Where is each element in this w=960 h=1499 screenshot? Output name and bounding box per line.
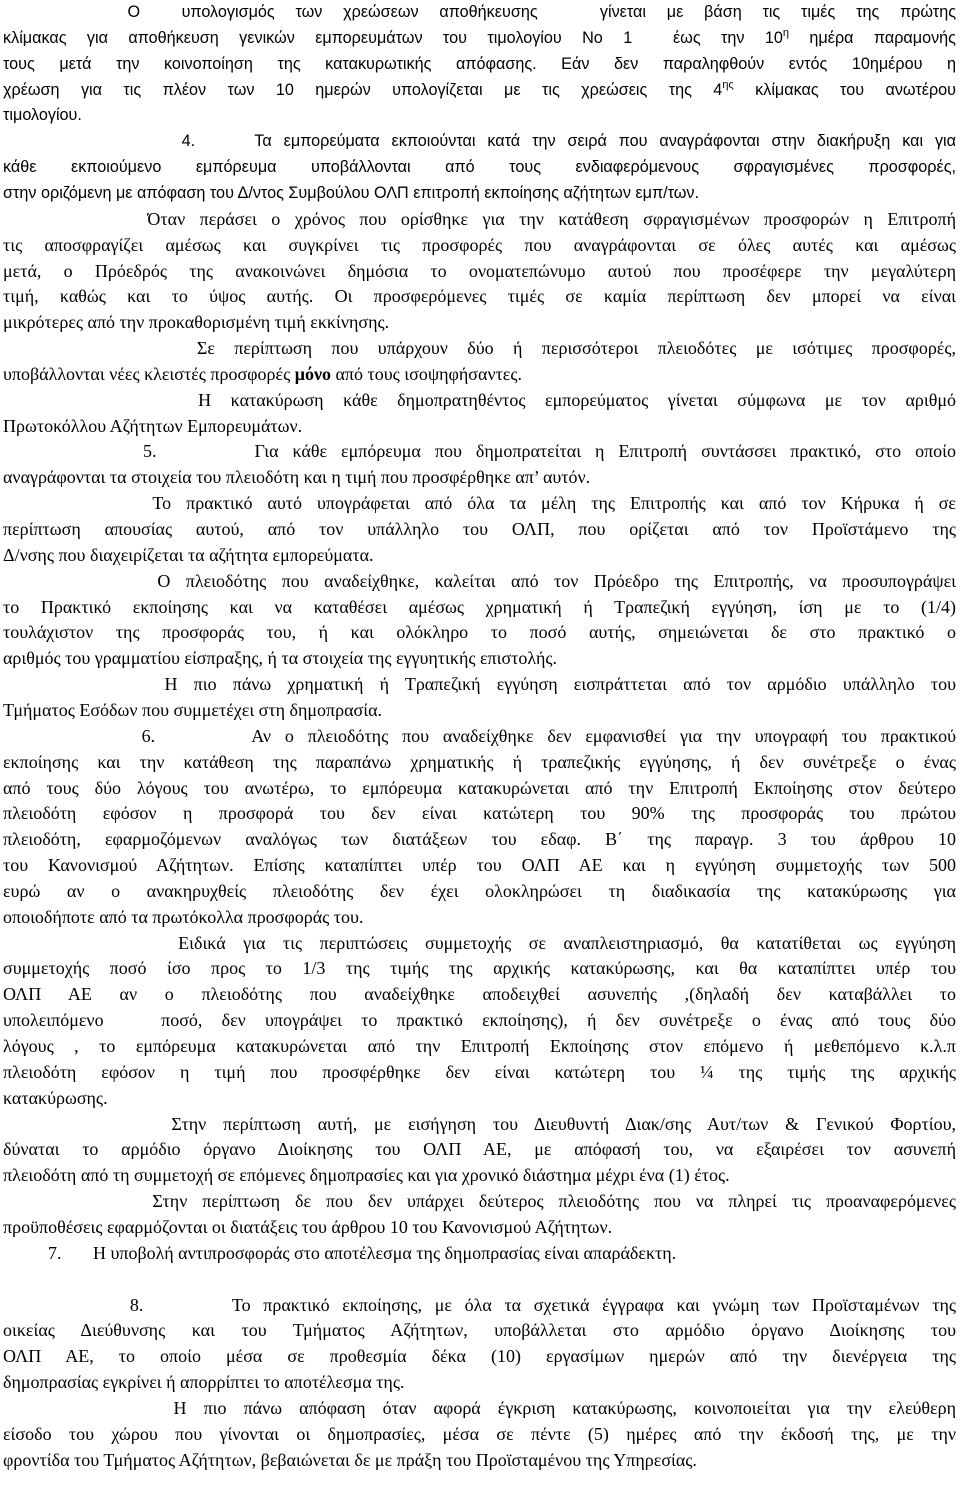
- line-text: στην οριζόμενη με απόφαση του Δ/ντος Συμβούλου ΟΛΠ επιτροπή εκποίησης αζήτητων εμπ/των.: [3, 183, 700, 202]
- text-line: [3, 1241, 956, 1265]
- text-line: [3, 827, 956, 851]
- text-line: [3, 905, 956, 929]
- line-text-continued: από τους ισοψηφήσαντες.: [330, 363, 522, 384]
- line-text: μικρότερες από την προκαθορισμένη τιμή εκκίνησης.: [3, 312, 390, 333]
- text-line: [3, 388, 956, 412]
- text-line: [3, 1396, 956, 1420]
- line-text: 8. Το πρακτικό εκποίησης, με όλα τα σχετικά έγγραφα και γνώμη των Προϊσταμένων της: [3, 1294, 956, 1315]
- line-text: το Πρακτικό εκποίησης και να καταθέσει αμέσως χρηματική ή Τραπεζική εγγύηση, ίση με το (1/4): [3, 596, 956, 617]
- text-line: [3, 336, 956, 360]
- line-text: οικείας Διεύθυνσης και του Τμήματος Αζήτητων, υποβάλλεται στο αρμόδιο όργανο Διοίκησης του: [3, 1320, 956, 1341]
- text-line: [3, 465, 956, 489]
- line-text: 6. Αν ο πλειοδότης που αναδείχθηκε δεν εμφανισθεί για την υπογραφή του πρακτικού: [3, 725, 956, 746]
- line-text: πλειοδότη από τη συμμετοχή σε επόμενες δημοπρασίες και για χρονικό διάστημα μέχρι ένα (1) έτος.: [3, 1165, 730, 1186]
- text-line: [3, 1060, 956, 1084]
- text-line: [3, 1267, 956, 1291]
- line-text: φροντίδα του Τμήματος Αζήτητων, βεβαιώνεται δε με πράξη του Προϊσταμένου της Υπηρεσίας.: [3, 1449, 697, 1470]
- text-line: [3, 362, 956, 386]
- text-line: [3, 646, 956, 670]
- line-text: Τμήματος Εσόδων που συμμετέχει στη δημοπρασία.: [3, 699, 383, 720]
- line-text: προϋποθέσεις εφαρμόζονται οι διατάξεις του άρθρου 10 του Κανονισμού Αζήτητων.: [3, 1216, 613, 1237]
- line-text: Ο υπολογισμός των χρεώσεων αποθήκευσης γίνεται με βάση τις τιμές της πρώτης: [3, 3, 956, 21]
- text-line: [3, 982, 956, 1006]
- line-text: κλίμακας για αποθήκευση γενικών εμπορευμάτων του τιμολογίου Νο 1 έως την 10: [3, 28, 783, 47]
- line-text: Ο πλειοδότης που αναδείχθηκε, καλείται από τον Πρόεδρο της Επιτροπής, να προσυπογράψει: [3, 570, 956, 591]
- line-text: τιμολογίου.: [3, 106, 82, 125]
- text-line: [3, 1344, 956, 1368]
- text-line: [3, 724, 956, 748]
- line-text: Στην περίπτωση δε που δεν υπάρχει δεύτερος πλειοδότης που να πληρεί τις προαναφερόμενες: [3, 1191, 956, 1212]
- text-line: [3, 233, 956, 257]
- line-text: δημοπρασίας εγκρίνει ή απορρίπτει το αποτέλεσμα της.: [3, 1372, 405, 1393]
- line-text: οποιοδήποτε από τα πρωτόκολλα προσφοράς του.: [3, 906, 364, 927]
- line-text: Πρωτοκόλλου Αζήτητων Εμπορευμάτων.: [3, 415, 303, 436]
- text-line: [3, 1008, 956, 1032]
- line-text: υπολειπόμενο ποσό, δεν υπογράψει το πρακτικό εκποίησης), ή δεν συνέτρεξε ο ένας από τους δύο: [3, 1010, 956, 1031]
- line-text-continued: ημέρα παραμονής: [789, 28, 956, 47]
- line-text: Η κατακύρωση κάθε δημοπρατηθέντος εμπορεύματος γίνεται σύμφωνα με τον αριθμό: [3, 389, 956, 410]
- text-line: [3, 103, 956, 127]
- text-line: [3, 1422, 956, 1446]
- text-line: [3, 595, 956, 619]
- line-text: συμμετοχής ποσό ίσο προς το 1/3 της τιμής της αρχικής κατακύρωσης, και θα καταπίπτει υπέρ του: [3, 958, 956, 979]
- text-line: [3, 1215, 956, 1239]
- text-line: [3, 439, 956, 463]
- text-line: [3, 1318, 956, 1342]
- text-line: [3, 0, 956, 24]
- line-text: αναγράφονται τα στοιχεία του πλειοδότη και η τιμή που προσφέρθηκε απ’ αυτόν.: [3, 467, 591, 488]
- text-line: [3, 956, 956, 980]
- text-line: [3, 517, 956, 541]
- text-line: [3, 698, 956, 722]
- line-text: είσοδο του χώρου που γίνονται οι δημοπρασίες, μέσα σε πέντε (5) ημέρες από την έκδοσή της, με την: [3, 1423, 956, 1444]
- text-line: [3, 155, 956, 179]
- text-line: [3, 569, 956, 593]
- line-text: Η πιο πάνω απόφαση όταν αφορά έγκριση κατακύρωσης, κοινοποιείται για την ελεύθερη: [3, 1397, 956, 1418]
- superscript: η: [782, 26, 790, 39]
- superscript: ης: [722, 78, 734, 91]
- text-line: [3, 1293, 956, 1317]
- line-text: Η πιο πάνω χρηματική ή Τραπεζική εγγύηση εισπράττεται από τον αρμόδιο υπάλληλο του: [3, 674, 956, 695]
- text-line: [3, 750, 956, 774]
- line-text: λόγους , το εμπόρευμα κατακυρώνεται από την Επιτροπή Εκποίησης στον επόμενο ή μεθεπόμενο κ.λ.π: [3, 1036, 956, 1056]
- text-line: [3, 1163, 956, 1187]
- line-text: Όταν περάσει ο χρόνος που ορίσθηκε για την κατάθεση σφραγισμένων προσφορών η Επιτροπή: [3, 208, 956, 229]
- line-text: υποβάλλονται νέες κλειστές προσφορές: [3, 363, 295, 384]
- text-line: [3, 207, 956, 231]
- text-line: [3, 879, 956, 903]
- line-text: του Κανονισμού Αζήτητων. Επίσης καταπίπτει υπέρ του ΟΛΠ ΑΕ και η εγγύηση συμμετοχής των 500: [3, 855, 956, 876]
- line-text: μετά, ο Πρόεδρός της ανακοινώνει δημόσια το ονοματεπώνυμο αυτού που προσέφερε την μεγαλύτερη: [3, 260, 956, 281]
- line-text: 4. Τα εμπορεύματα εκποιούνται κατά την σειρά που αναγράφονται στην διακήρυξη και για: [3, 132, 956, 151]
- text-line: [3, 52, 956, 76]
- line-text: 7. Η υποβολή αντιπροσφοράς στο αποτέλεσμα της δημοπρασίας είναι απαράδεκτη.: [3, 1242, 677, 1263]
- text-line: [3, 776, 956, 800]
- text-line: [3, 181, 956, 205]
- line-text: αριθμός του γραμματίου είσπραξης, ή τα στοιχεία της εγγυητικής επιστολής.: [3, 648, 558, 669]
- text-line: [3, 1448, 956, 1472]
- line-text: πλειοδότη, εφαρμοζόμενων αναλόγως των διατάξεων του εδαφ. Β΄ της παραγρ. 3 του άρθρου 10: [3, 829, 956, 850]
- line-text: Το πρακτικό αυτό υπογράφεται από όλα τα μέλη της Επιτροπής και από τον Κήρυκα ή σε: [3, 493, 956, 514]
- text-line: [3, 801, 956, 825]
- line-text: πλειοδότη εφόσον η προσφορά του δεν είναι κατώτερη του 90% της προσφοράς του πρώτου: [3, 803, 956, 824]
- line-text: ΟΛΠ ΑΕ αν ο πλειοδότης που αναδείχθηκε αποδειχθεί ασυνεπής ,(δηλαδή δεν καταβάλλει το: [3, 984, 956, 1005]
- line-text: Σε περίπτωση που υπάρχουν δύο ή περισσότεροι πλειοδότες με ισότιμες προσφορές,: [3, 338, 956, 359]
- text-line: [3, 1112, 956, 1136]
- text-line: [3, 310, 956, 334]
- line-text: ευρώ αν ο ανακηρυχθείς πλειοδότης δεν έχει ολοκληρώσει τη διαδικασία της κατακύρωσης για: [3, 880, 956, 901]
- text-line: [3, 78, 956, 102]
- text-line: [3, 129, 956, 153]
- line-text: χρέωση για τις πλέον των 10 ημερών υπολογίζεται με τις χρεώσεις της 4: [3, 80, 723, 99]
- line-text: Στην περίπτωση αυτή, με εισήγηση του Διευθυντή Διακ/σης Αυτ/των & Γενικού Φορτίου,: [3, 1113, 956, 1134]
- line-text: ΟΛΠ ΑΕ, το οποίο μέσα σε προθεσμία δέκα (10) εργασίμων ημερών από την διενέργεια της: [3, 1346, 956, 1367]
- line-text: πλειοδότη εφόσον η τιμή που προσφέρθηκε δεν είναι κατώτερη του ¼ της τιμής της αρχικής: [3, 1061, 956, 1082]
- text-line: [3, 491, 956, 515]
- line-text: τους μετά την κοινοποίηση της κατακυρωτικής απόφασης. Εάν δεν παραληφθούν εντός 10ημέρου η: [3, 54, 956, 73]
- line-text: τιμή, καθώς και το ύψος αυτής. Οι προσφερόμενες τιμές σε καμία περίπτωση δεν μπορεί να είναι: [3, 286, 956, 307]
- line-text: τουλάχιστον της προσφοράς του, ή και ολόκληρο το ποσό αυτής, σημειώνεται δε στο πρακτικό ο: [3, 622, 956, 643]
- text-line: [3, 931, 956, 955]
- text-line: [3, 1137, 956, 1161]
- bold-word: μόνο: [294, 363, 331, 384]
- line-text: Ειδικά για τις περιπτώσεις συμμετοχής σε αναπλειστηριασμό, θα κατατίθεται ως εγγύηση: [3, 932, 956, 953]
- text-line: [3, 853, 956, 877]
- text-line: [3, 1086, 956, 1110]
- text-line: [3, 620, 956, 644]
- text-line: [3, 672, 956, 696]
- line-text: περίπτωση απουσίας αυτού, από τον υπάλληλο του ΟΛΠ, που ορίζεται από τον Προϊστάμενο της: [3, 519, 956, 539]
- text-line: [3, 284, 956, 308]
- line-text: 5. Για κάθε εμπόρευμα που δημοπρατείται η Επιτροπή συντάσσει πρακτικό, στο οποίο: [3, 441, 956, 462]
- line-text: Δ/νσης που διαχειρίζεται τα αζήτητα εμπορεύματα.: [3, 544, 374, 565]
- line-text: δύναται το αρμόδιο όργανο Διοίκησης του ΟΛΠ ΑΕ, με απόφασή του, να εξαιρέσει τον ασυνεπή: [3, 1139, 956, 1160]
- text-line: [3, 1189, 956, 1213]
- line-text-continued: κλίμακας του ανωτέρου: [733, 80, 957, 99]
- text-line: [3, 1034, 956, 1058]
- line-text: κάθε εκποιούμενο εμπόρευμα υποβάλλονται από τους ενδιαφερόμενους σφραγισμένες προσφορές,: [3, 158, 956, 177]
- line-text: εκποίησης και την κατάθεση της παραπάνω χρηματικής ή τραπεζικής εγγύησης, ή δεν συνέτρεξε ο ένας: [3, 751, 956, 772]
- text-line: [3, 543, 956, 567]
- line-text: από τους δύο λόγους του ανωτέρω, το εμπόρευμα κατακυρώνεται από την Επιτροπή Εκποίησης στον δεύτερο: [3, 777, 956, 798]
- text-line: [3, 414, 956, 438]
- text-line: [3, 259, 956, 283]
- text-line: [3, 1370, 956, 1394]
- line-text: κατακύρωσης.: [3, 1087, 108, 1108]
- line-text: τις αποσφραγίζει αμέσως και συγκρίνει τις προσφορές που αναγράφονται σε όλες αυτές και αμέσως: [3, 234, 956, 255]
- text-line: [3, 26, 956, 50]
